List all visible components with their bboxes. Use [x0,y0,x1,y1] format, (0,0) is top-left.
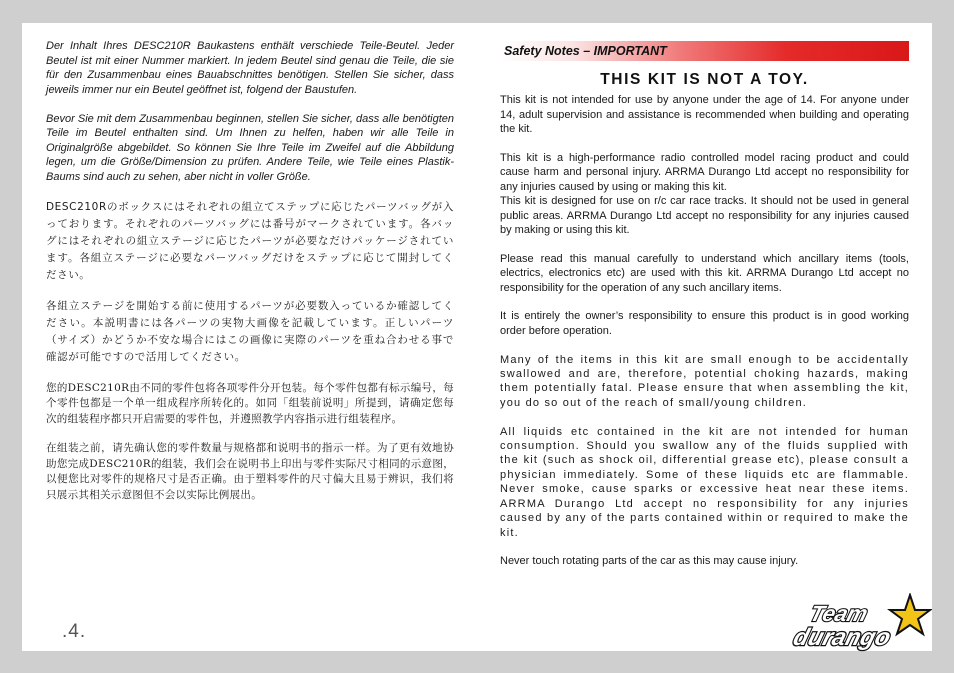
german-paragraph-2: Bevor Sie mit dem Zusammenbau beginnen, stellen Sie sicher, dass alle benötigten Teile im Beutel enthalten sind. Um Ihnen zu helfen, haben wir alle Teile in Originalgröße abgebildet. So können Sie Ihre Teile im Zweifel auf die Abbildung legen, um die Größe/Dimension zu prüfen. Andere Teile, wie Teile eines Plastik-Baums sind auch zu sehen, aber nicht in voller Größe. [46,112,454,183]
german-paragraph-1: Der Inhalt Ihres DESC210R Baukastens enthält verschiede Teile-Beutel. Jeder Beutel ist mit einer Nummer markiert. In jedem Beutel sind genau die Teile, die sie für den Zusammenbau eines Bauabschnittes benötigen. Stellen Sie sicher, dass jeweils immer nur ein Beutel geöffnet ist, folgend der Baustufen. [46,40,454,96]
safety-notes-title: Safety Notes – IMPORTANT [504,44,667,58]
logo-word-team: Team [807,601,871,626]
logo-star-icon [890,595,930,634]
chinese-paragraph-2: 在组装之前，请先确认您的零件数量与规格都和说明书的指示一样。为了更有效地协助您完成DESC210R的组装，我们会在说明书上印出与零件实际尺寸相同的示意图，以便您比对零件的规格尺寸是否正确。由于塑料零件的尺寸偏大且易于辨识，我们将只展示其相关示意图但不会以实际比例展出。 [46,442,454,501]
japanese-paragraph-1: DESC210Rのボックスにはそれぞれの組立てステップに応じたパーツバッグが入っております。それぞれのパーツバッグには番号がマークされています。各バッグにはそれぞれの組立ステージに応じたパーツが必要なだけパッケージされています。各組立ステージに必要なパーツバッグだけをステップに応じて開封してください。 [46,200,454,281]
chinese-paragraph-1: 您的DESC210R由不同的零件包将各项零件分开包装。每个零件包都有标示编号，每个零件包都是一个单一组成程序所转化的。如同「组装前说明」所提到，请确定您每次的组装程序都只开启需要的零件包，并遵照教学内容指示进行组装程序。 [46,381,454,425]
manual-page [22,23,932,651]
safety-paragraph-age: This kit is not intended for use by anyone under the age of 14. For anyone under 14, adult supervision and assistance is recommended when building and operating the kit. [500,94,909,136]
japanese-paragraph-2: 各組立ステージを開始する前に使用するパーツが必要数入っているか確認してください。本説明書には各パーツの実物大画像を記載しています。正しいパーツ（サイズ）かどうか不安な場合にはこの画像に実際のパーツを重ね合わせる事で確認が可能ですので活用してください。 [46,300,454,363]
safety-notes-column [500,41,909,583]
safety-paragraph-tracks: This kit is designed for use on r/c car race tracks. It should not be used in general public areas. ARRMA Durango Ltd accept no responsibility for any injuries caused by making or using this kit. [500,195,909,237]
not-a-toy-headline: THIS KIT IS NOT A TOY. [600,71,809,88]
safety-paragraph-liquids: All liquids etc contained in the kit are not intended for human consumption. Should you swallow any of the fluids supplied with the kit (such as shock oil, differential grease etc), please consult a physician immediately. Some of these liquids etc are flammable. Never smoke, cause sparks or excessive heat near these items. ARRMA Durango Ltd accept no responsibility for any injuries caused by any of the parts contained within or required to make the kit. [500,425,909,539]
safety-paragraph-ancillary: Please read this manual carefully to understand which ancillary items (tools, electrics, electronics etc) are used with this kit. ARRMA Durango Ltd accept no responsibility for the operation of any such ancillary items. [500,252,909,294]
safety-paragraph-rotating: Never touch rotating parts of the car as this may cause injury. [500,555,799,568]
team-durango-logo [772,593,932,653]
safety-paragraph-harm: This kit is a high-performance radio controlled model racing product and could cause harm and personal injury. ARRMA Durango Ltd accept no responsibility for any injuries caused by using or making this kit. [500,152,909,193]
page-number: .4. [62,621,87,642]
safety-paragraph-choking: Many of the items in this kit are small enough to be accidentally swallowed and are, therefore, potential choking hazards, making them potentially fatal. Please ensure that when assembling the kit, you do so out of the reach of small/young children. [500,353,909,409]
safety-notes-header [500,41,909,61]
logo-word-durango: durango [790,624,894,651]
assembly-notes-column [46,39,454,518]
safety-paragraph-owner: It is entirely the owner’s responsibility to ensure this product is in good working order before operation. [500,310,909,337]
